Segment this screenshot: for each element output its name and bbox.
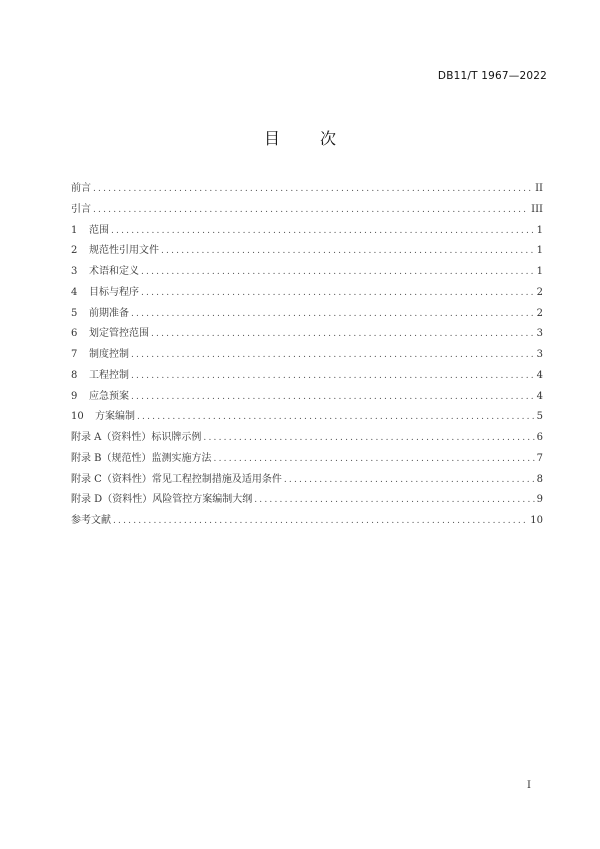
toc-entry-page: 1 <box>536 224 543 236</box>
toc-entry-references[interactable] <box>71 511 543 532</box>
toc-entry-appendix-c[interactable] <box>71 470 543 491</box>
toc-entry-page: 2 <box>536 286 543 298</box>
page-number: I <box>527 780 531 791</box>
toc-entry-label: 附录 B（规范性）监测实施方法 <box>71 452 212 464</box>
dot-leader <box>131 345 535 366</box>
toc-entry-page: 6 <box>536 432 543 443</box>
toc-entry-3[interactable] <box>71 262 543 283</box>
toc-entry-label: 工程控制 <box>89 369 129 381</box>
toc-entry-number: 10 <box>71 411 84 423</box>
toc-entry-label: 制度控制 <box>89 349 129 360</box>
toc-entry-page: 4 <box>536 369 543 381</box>
toc-entry-page: III <box>531 203 543 215</box>
toc-entry-label: 目标与程序 <box>89 286 139 298</box>
toc-entry-label: 范围 <box>89 224 109 236</box>
toc-entry-8[interactable] <box>71 366 543 387</box>
toc-entry-label: 方案编制 <box>95 411 135 423</box>
toc-entry-number: 6 <box>71 328 78 340</box>
toc-title <box>0 126 600 149</box>
toc-entry-number: 9 <box>71 390 78 402</box>
toc-entry-number: 2 <box>71 245 78 257</box>
document-code: DB11/T 1967—2022 <box>437 70 547 82</box>
toc-entry-label: 参考文献 <box>71 515 111 526</box>
toc-entry-6[interactable] <box>71 324 543 345</box>
toc-entry-number: 4 <box>71 286 78 298</box>
toc-entry-label: 附录 A（资料性）标识牌示例 <box>71 432 202 443</box>
dot-leader <box>151 324 535 345</box>
toc-entry-label: 术语和定义 <box>89 266 139 277</box>
toc-title-char-2: 次 <box>320 129 337 148</box>
toc-entry-appendix-a[interactable] <box>71 428 543 449</box>
toc-entry-9[interactable] <box>71 387 543 408</box>
toc-entry-page: 4 <box>536 390 543 402</box>
dot-leader <box>161 241 535 262</box>
dot-leader <box>214 449 535 470</box>
toc-entry-page: 3 <box>536 349 543 360</box>
toc-entry-page: 10 <box>530 515 543 526</box>
toc-entry-1[interactable] <box>71 221 543 242</box>
dot-leader <box>93 179 533 200</box>
toc-entry-page: 9 <box>536 494 543 506</box>
toc-entry-page: 7 <box>536 452 543 464</box>
toc-entry-label: 附录 D（资料性）风险管控方案编制大纲 <box>71 494 253 506</box>
toc-entry-number: 7 <box>71 349 78 360</box>
toc-entry-4[interactable] <box>71 283 543 304</box>
dot-leader <box>93 200 529 221</box>
dot-leader <box>131 304 535 325</box>
dot-leader <box>113 511 528 532</box>
toc-title-char-1: 目 <box>263 129 280 148</box>
toc-entry-label: 规范性引用文件 <box>89 245 159 257</box>
toc-entry-label: 应急预案 <box>89 390 129 402</box>
toc-entry-label: 划定管控范围 <box>89 328 149 340</box>
dot-leader <box>131 366 535 387</box>
toc-entry-number: 3 <box>71 266 78 277</box>
dot-leader <box>284 470 535 491</box>
dot-leader <box>254 490 534 511</box>
toc-entry-introduction[interactable] <box>71 200 543 221</box>
toc-entry-page: 3 <box>536 328 543 340</box>
toc-entry-page: 1 <box>536 245 543 257</box>
toc-entry-label: 前言 <box>71 183 91 194</box>
toc-entry-appendix-d[interactable] <box>71 490 543 511</box>
toc-entry-page: 8 <box>536 473 543 485</box>
toc-entry-page: II <box>535 183 543 194</box>
toc-entry-label: 前期准备 <box>89 307 129 319</box>
dot-leader <box>141 262 535 283</box>
toc-entry-5[interactable] <box>71 304 543 325</box>
dot-leader <box>137 407 535 428</box>
dot-leader <box>111 221 535 242</box>
toc-entry-foreword[interactable] <box>71 179 543 200</box>
toc-entry-page: 2 <box>536 307 543 319</box>
toc-entry-label: 附录 C（资料性）常见工程控制措施及适用条件 <box>71 473 282 485</box>
toc-entry-7[interactable] <box>71 345 543 366</box>
toc-entry-number: 8 <box>71 369 78 381</box>
toc-entry-10[interactable] <box>71 407 543 428</box>
toc-entry-page: 1 <box>536 266 543 277</box>
toc-entry-page: 5 <box>536 411 543 423</box>
dot-leader <box>203 428 534 449</box>
table-of-contents <box>71 179 543 532</box>
toc-entry-number: 5 <box>71 307 78 319</box>
toc-entry-label: 引言 <box>71 203 91 215</box>
dot-leader <box>141 283 535 304</box>
toc-entry-appendix-b[interactable] <box>71 449 543 470</box>
toc-entry-number: 1 <box>71 224 78 236</box>
dot-leader <box>131 387 535 408</box>
toc-entry-2[interactable] <box>71 241 543 262</box>
